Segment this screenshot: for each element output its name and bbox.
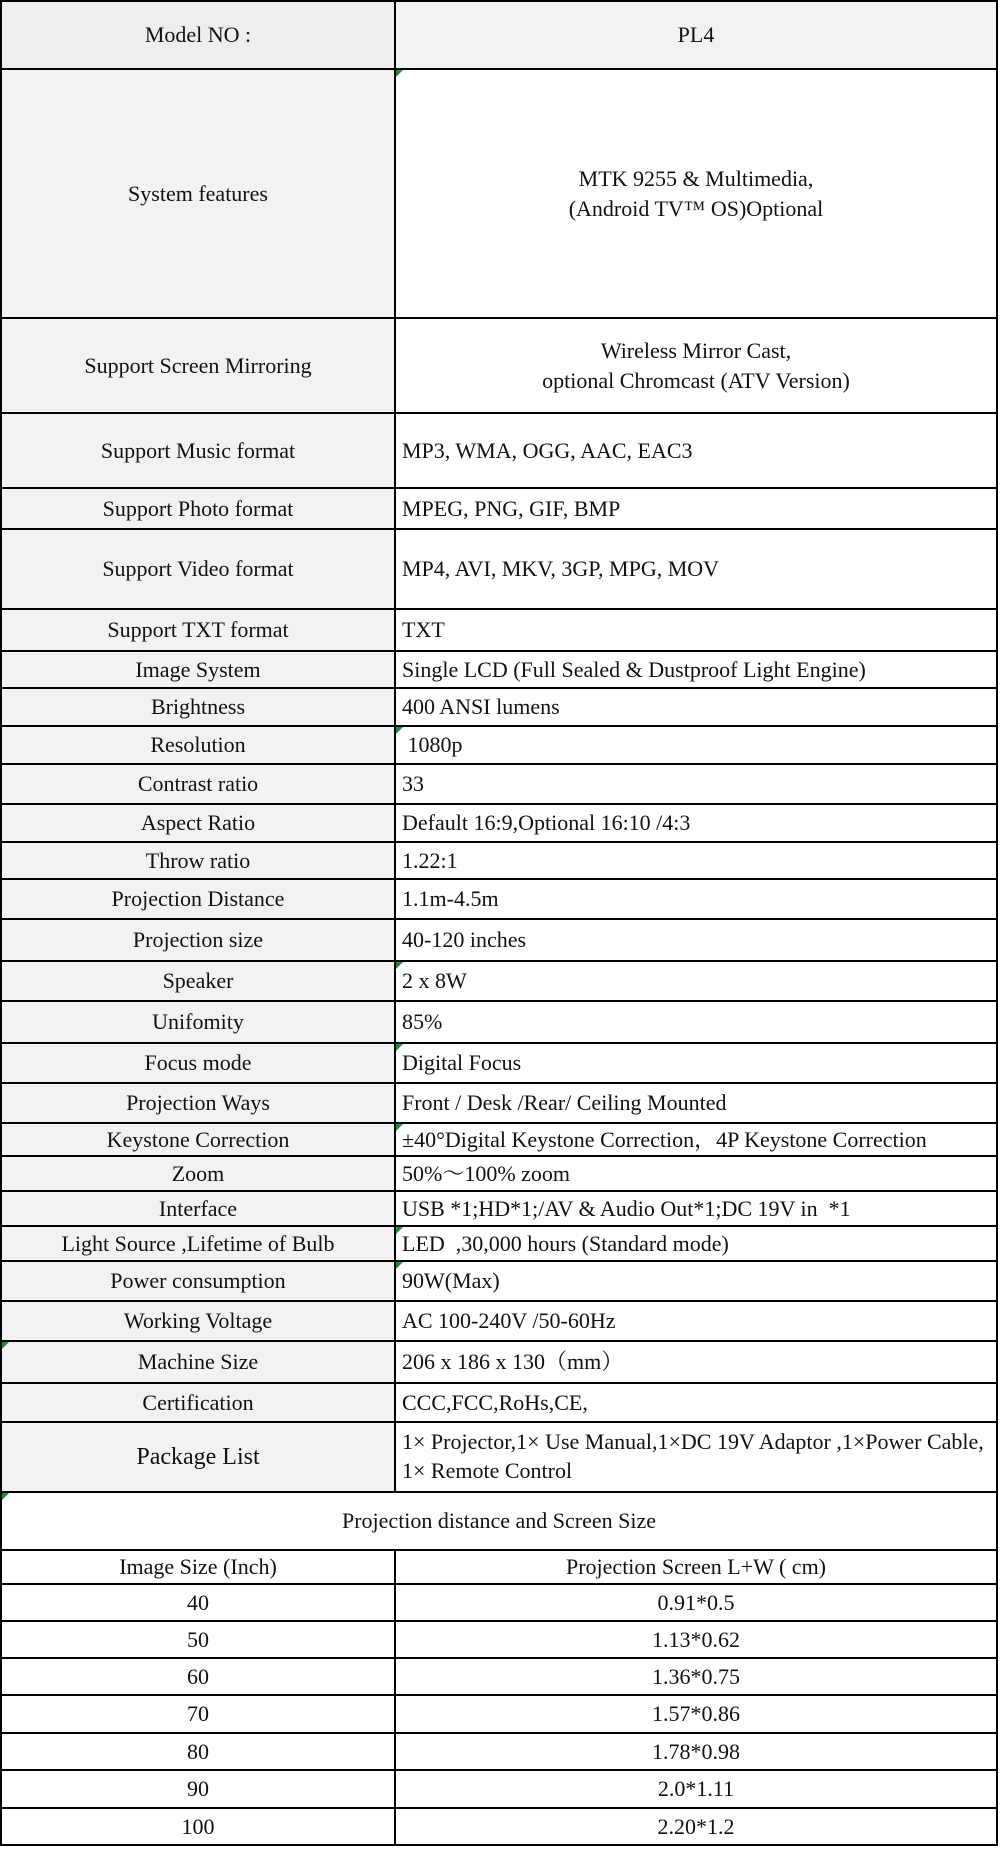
spec-row: [1, 529, 997, 609]
spec-label: Power consumption: [1, 1261, 395, 1301]
spec-value: 1× Projector,1× Use Manual,1×DC 19V Adaptor ,1×Power Cable, 1× Remote Control: [395, 1422, 997, 1492]
spec-row-screen-mirroring: [1, 318, 997, 413]
spec-row: [1, 1083, 997, 1123]
spec-label: Certification: [1, 1383, 395, 1422]
spec-row: [1, 1383, 997, 1422]
spec-value: 50%～100% zoom: [395, 1156, 997, 1191]
screen-size-cell: 2.0*1.11: [395, 1770, 997, 1808]
spec-label: Interface: [1, 1191, 395, 1226]
spec-value: ±40°Digital Keystone Correction，4P Keystone Correction: [395, 1123, 997, 1156]
spec-row: [1, 1261, 997, 1301]
spec-row: [1, 961, 997, 1001]
spec-label: Throw ratio: [1, 842, 395, 879]
spec-row: [1, 609, 997, 651]
spec-value: 90W(Max): [395, 1261, 997, 1301]
spec-label: Support Video format: [1, 529, 395, 609]
screen-size-cell: 1.57*0.86: [395, 1695, 997, 1733]
spec-label: Package List: [1, 1422, 395, 1492]
spec-label: Machine Size: [1, 1341, 395, 1383]
spec-row: [1, 764, 997, 804]
spec-value-line: (Android TV™ OS)Optional: [568, 195, 824, 221]
spec-row: [1, 919, 997, 961]
spec-row: [1, 1341, 997, 1383]
image-size-header: Image Size (Inch): [1, 1550, 395, 1584]
distance-row: [1, 1808, 997, 1845]
screen-size-cell: 0.91*0.5: [395, 1584, 997, 1621]
spec-value-line: optional Chromcast (ATV Version): [542, 367, 850, 393]
spec-label: Projection size: [1, 919, 395, 961]
spec-value: [395, 69, 997, 318]
spec-value: Digital Focus: [395, 1043, 997, 1083]
spec-row: [1, 688, 997, 726]
distance-header-row: [1, 1550, 997, 1584]
spec-label: Unifomity: [1, 1001, 395, 1043]
header-row: [1, 1, 997, 69]
spec-row: [1, 804, 997, 842]
spec-label: Support Photo format: [1, 488, 395, 529]
spec-label: Support Music format: [1, 413, 395, 488]
spec-value: [395, 318, 997, 413]
spec-value-line: MTK 9255 & Multimedia,: [578, 165, 814, 191]
spec-row: [1, 488, 997, 529]
spec-row: [1, 1301, 997, 1341]
spec-value: 1.1m-4.5m: [395, 879, 997, 919]
spec-row: [1, 879, 997, 919]
spec-value: CCC,FCC,RoHs,CE,: [395, 1383, 997, 1422]
spec-value: Front / Desk /Rear/ Ceiling Mounted: [395, 1083, 997, 1123]
spec-row: [1, 1191, 997, 1226]
image-size-cell: 50: [1, 1621, 395, 1658]
spec-label: Light Source ,Lifetime of Bulb: [1, 1226, 395, 1261]
distance-section-row: [1, 1492, 997, 1550]
image-size-cell: 80: [1, 1733, 395, 1770]
screen-size-cell: 1.36*0.75: [395, 1658, 997, 1695]
spec-label: Support TXT format: [1, 609, 395, 651]
spec-label: Zoom: [1, 1156, 395, 1191]
spec-value: MP4, AVI, MKV, 3GP, MPG, MOV: [395, 529, 997, 609]
distance-row: [1, 1584, 997, 1621]
spec-label: Image System: [1, 651, 395, 688]
spec-value: TXT: [395, 609, 997, 651]
spec-value: Default 16:9,Optional 16:10 /4:3: [395, 804, 997, 842]
spec-label: System features: [1, 69, 395, 318]
spec-value: 85%: [395, 1001, 997, 1043]
spec-row: [1, 1156, 997, 1191]
spec-row: [1, 1001, 997, 1043]
spec-label: Resolution: [1, 726, 395, 764]
model-no-label: Model NO :: [1, 1, 395, 69]
spec-row: [1, 651, 997, 688]
spec-value: 400 ANSI lumens: [395, 688, 997, 726]
screen-size-header: Projection Screen L+W ( cm): [395, 1550, 997, 1584]
spec-value: 1080p: [395, 726, 997, 764]
spec-label: Keystone Correction: [1, 1123, 395, 1156]
spec-value: 33: [395, 764, 997, 804]
spec-label: Focus mode: [1, 1043, 395, 1083]
spec-label: Support Screen Mirroring: [1, 318, 395, 413]
spec-value: Single LCD (Full Sealed & Dustproof Light Engine): [395, 651, 997, 688]
image-size-cell: 90: [1, 1770, 395, 1808]
image-size-cell: 70: [1, 1695, 395, 1733]
spec-row-package-list: [1, 1422, 997, 1492]
spec-label: Projection Ways: [1, 1083, 395, 1123]
spec-row: [1, 726, 997, 764]
distance-row: [1, 1695, 997, 1733]
spec-label: Working Voltage: [1, 1301, 395, 1341]
spec-label: Contrast ratio: [1, 764, 395, 804]
image-size-cell: 60: [1, 1658, 395, 1695]
spec-value: MP3, WMA, OGG, AAC, EAC3: [395, 413, 997, 488]
spec-row: [1, 413, 997, 488]
image-size-cell: 100: [1, 1808, 395, 1845]
distance-section-title: Projection distance and Screen Size: [1, 1492, 997, 1550]
spec-row: [1, 1226, 997, 1261]
spec-value: MPEG, PNG, GIF, BMP: [395, 488, 997, 529]
spec-label: Aspect Ratio: [1, 804, 395, 842]
spec-row: [1, 842, 997, 879]
screen-size-cell: 2.20*1.2: [395, 1808, 997, 1845]
spec-value-line: Wireless Mirror Cast,: [600, 337, 792, 363]
spec-row-system-features: [1, 69, 997, 318]
distance-row: [1, 1770, 997, 1808]
spec-label: Speaker: [1, 961, 395, 1001]
distance-row: [1, 1733, 997, 1770]
spec-label: Brightness: [1, 688, 395, 726]
spec-label: Projection Distance: [1, 879, 395, 919]
spec-value: USB *1;HD*1;/AV & Audio Out*1;DC 19V in *1: [395, 1191, 997, 1226]
distance-row: [1, 1621, 997, 1658]
spec-row: [1, 1043, 997, 1083]
screen-size-cell: 1.78*0.98: [395, 1733, 997, 1770]
spec-value: 206 x 186 x 130（mm）: [395, 1341, 997, 1383]
spec-value: AC 100-240V /50-60Hz: [395, 1301, 997, 1341]
spec-value: 2 x 8W: [395, 961, 997, 1001]
screen-size-cell: 1.13*0.62: [395, 1621, 997, 1658]
spec-row: [1, 1123, 997, 1156]
spec-value: LED ,30,000 hours (Standard mode): [395, 1226, 997, 1261]
image-size-cell: 40: [1, 1584, 395, 1621]
model-no-value: PL4: [395, 1, 997, 69]
spec-value: 1.22:1: [395, 842, 997, 879]
distance-row: [1, 1658, 997, 1695]
spec-value: 40-120 inches: [395, 919, 997, 961]
